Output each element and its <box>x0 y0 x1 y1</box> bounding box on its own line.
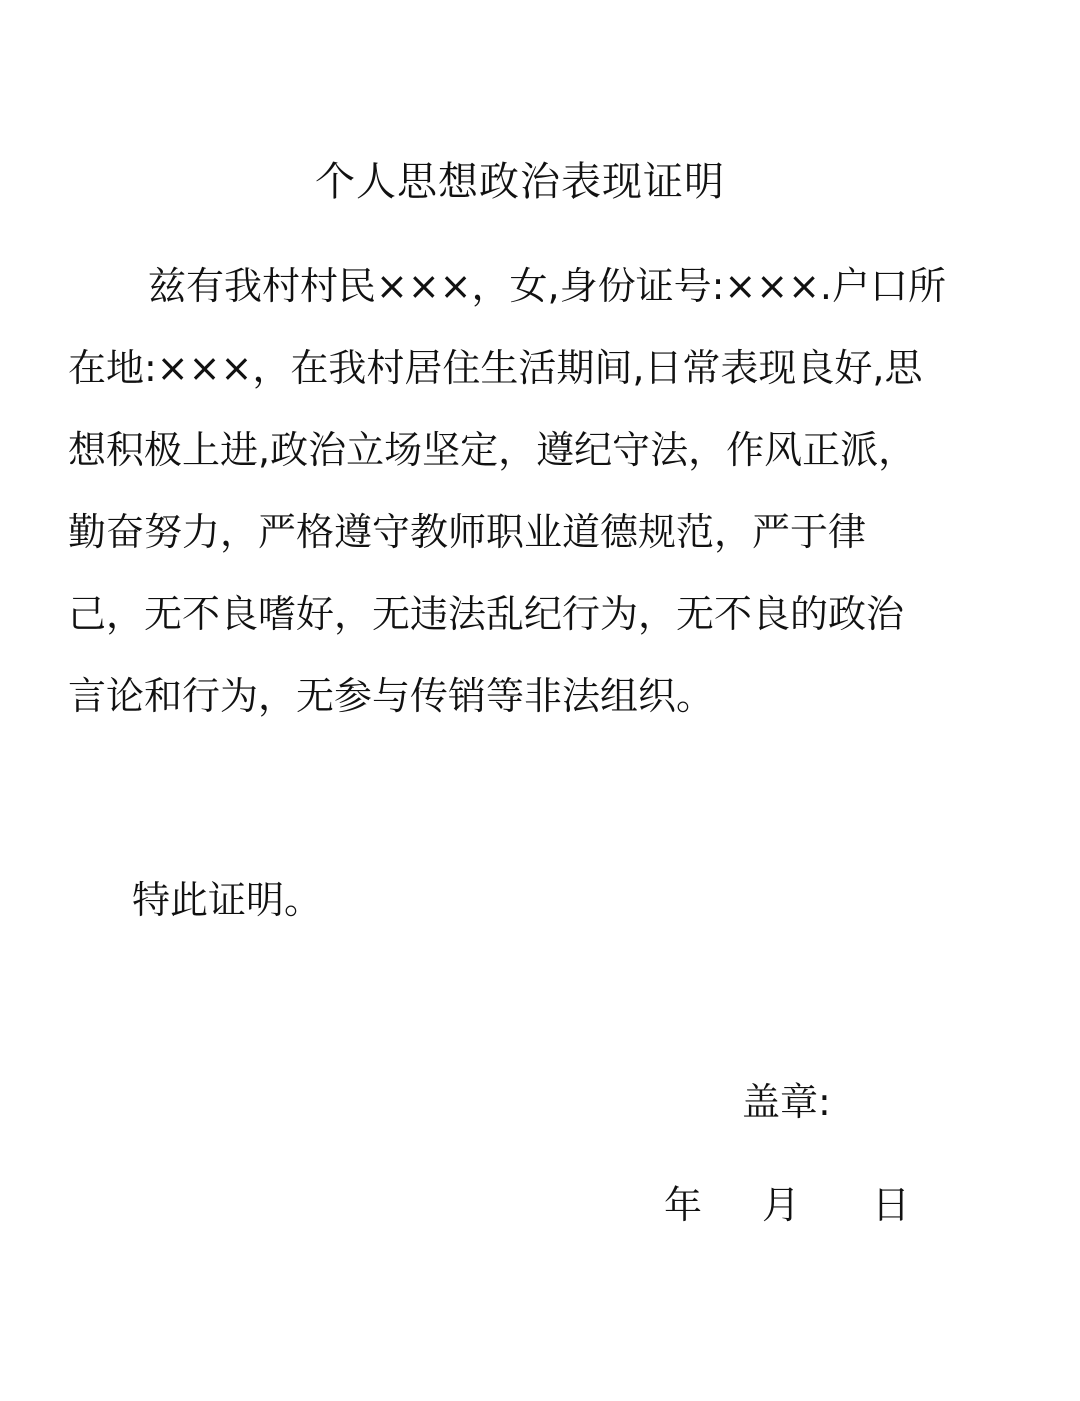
date-year: 年 <box>664 1183 703 1227</box>
body-line-1: 兹有我村村民×××，女,身份证号:×××.户口所 <box>148 264 947 308</box>
closing-statement: 特此证明。 <box>132 878 323 922</box>
body-line-2: 在地:×××，在我村居住生活期间,日常表现良好,思 <box>68 346 923 390</box>
body-line-3: 想积极上进,政治立场坚定，遵纪守法，作风正派， <box>68 428 917 472</box>
date-day: 日 <box>872 1183 911 1227</box>
body-line-6: 言论和行为，无参与传销等非法组织。 <box>68 674 715 718</box>
body-line-4: 勤奋努力，严格遵守教师职业道德规范，严于律 <box>68 510 867 554</box>
document-title: 个人思想政治表现证明 <box>315 159 725 205</box>
date-month: 月 <box>762 1183 801 1227</box>
body-line-5: 己，无不良嗜好，无违法乱纪行为，无不良的政治 <box>68 592 905 636</box>
seal-label: 盖章: <box>742 1080 831 1124</box>
